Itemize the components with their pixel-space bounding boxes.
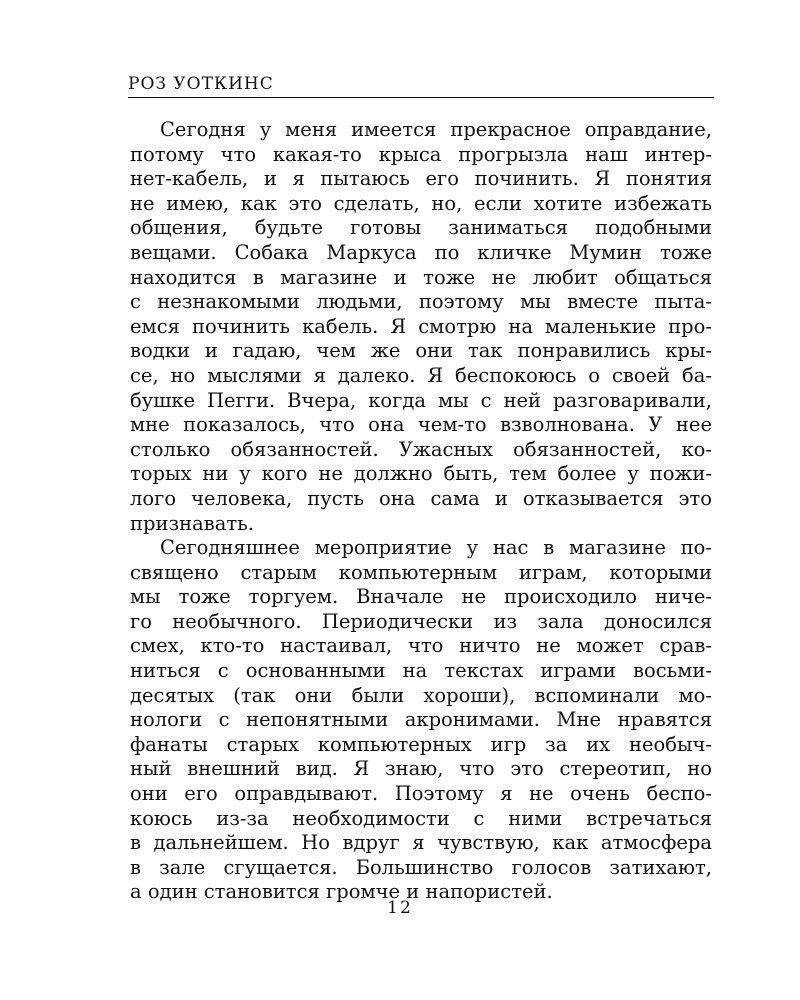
text-line: признавать. <box>130 511 254 535</box>
text-line: общения, будьте готовы заниматься подобными <box>130 216 712 240</box>
text-line: торых ни у кого не должно быть, тем более у пожи- <box>130 462 712 486</box>
text-line: в зале сгущается. Большинство голосов затихают, <box>130 855 712 879</box>
text-line: десятых (так они были хороши), вспоминали мо- <box>130 683 712 707</box>
text-line: смех, кто-то настаивал, что ничто не может срав- <box>130 634 712 658</box>
text-line: вещами. Собака Маркуса по кличке Мумин тоже <box>130 240 712 264</box>
text-line: не имею, как это сделать, но, если хотите избежать <box>130 191 712 215</box>
text-line: священо старым компьютерным играм, которыми <box>130 560 712 584</box>
text-line: нет-кабель, и я пытаюсь его починить. Я понятия <box>130 167 712 191</box>
text-line: в дальнейшем. Но вдруг я чувствую, как атмосфера <box>130 831 712 855</box>
body-text <box>130 118 712 905</box>
text-line: Сегодня у меня имеется прекрасное оправдание, <box>160 118 712 141</box>
text-line: они его оправдывают. Поэтому я не очень беспо- <box>130 782 712 806</box>
text-line: бушке Пегги. Вчера, когда мы с ней разговаривали, <box>130 388 712 412</box>
text-line: а один становится громче и напористей. <box>130 880 553 904</box>
text-line: емся починить кабель. Я смотрю на маленькие про- <box>130 314 712 338</box>
text-line: ниться с основанными на текстах играми восьми- <box>130 659 712 683</box>
text-line: ный внешний вид. Я знаю, что это стереотип, но <box>130 757 712 781</box>
running-head: РОЗ УОТКИНС <box>128 74 274 94</box>
text-line: се, но мыслями я далеко. Я беспокоюсь о своей ба- <box>130 363 712 387</box>
text-line: водки и гадаю, чем же они так понравились кры- <box>130 339 712 363</box>
text-line: фанаты старых компьютерных игр за их необыч- <box>130 732 712 756</box>
text-line: мне показалось, что она чем-то взволнована. У нее <box>130 413 712 437</box>
text-line: с незнакомыми людьми, поэтому мы вместе пыта- <box>130 290 712 314</box>
text-line: находится в магазине и тоже не любит общаться <box>130 265 712 289</box>
text-line: столько обязанностей. Ужасных обязанностей, ко- <box>130 437 712 461</box>
paragraph-1 <box>130 118 712 536</box>
paragraph-2 <box>130 536 712 905</box>
text-line: лого человека, пусть она сама и отказывается это <box>130 486 712 510</box>
header-rule <box>128 97 714 98</box>
text-line: Сегодняшнее мероприятие у нас в магазине по- <box>160 536 712 560</box>
text-line: потому что какая-то крыса прогрызла наш интер- <box>130 142 712 166</box>
text-line: го необычного. Периодически из зала доносился <box>130 609 712 633</box>
text-line: коюсь из-за необходимости с ними встречаться <box>130 806 712 830</box>
text-line: мы тоже торгуем. Вначале не происходило ниче- <box>130 585 712 609</box>
text-line: нологи с непонятными акронимами. Мне нравятся <box>130 708 712 732</box>
page-number: 12 <box>387 898 413 918</box>
